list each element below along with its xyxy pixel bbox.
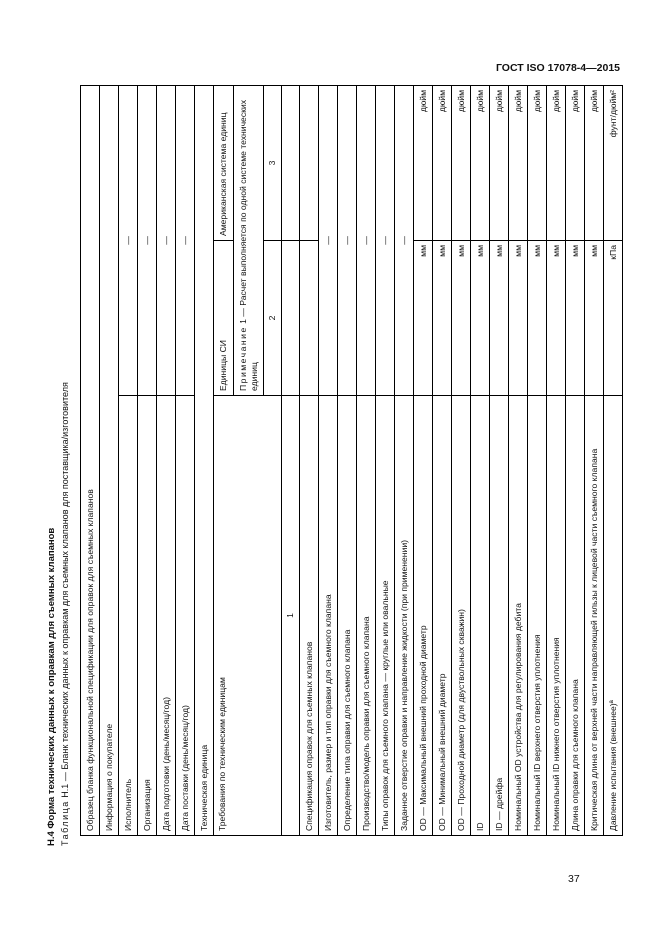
spec-row-label: Изготовитель, размер и тип оправки для съемного клапана — [319, 396, 338, 836]
spec-row-label: OD — Минимальный внешний диаметр — [433, 396, 452, 836]
customer-row-label: Исполнитель — [119, 396, 138, 836]
table-row — [395, 85, 414, 835]
note-cell — [234, 85, 264, 395]
note-label: Примечание — [237, 326, 248, 391]
spec-row-value: — — [338, 85, 357, 395]
spec-section-cell: Спецификация оправок для съемных клапанов — [300, 396, 319, 836]
spec-row-label: Номинальный OD устройства для регулирования дебита — [509, 396, 528, 836]
spec-row-us-unit: дюйм — [490, 85, 509, 240]
customer-row-label: Дата подготовки (день/месяц/год) — [157, 396, 176, 836]
table-caption-label: Таблица — [60, 800, 70, 846]
spec-row-us-unit: дюйм — [547, 85, 566, 240]
spec-row-us-unit: дюйм — [566, 85, 585, 240]
spec-row-label: Определение типа оправки для съемного клапана — [338, 396, 357, 836]
table-row — [376, 85, 395, 835]
customer-row-label: Организация — [138, 396, 157, 836]
spec-row-us-unit: дюйм — [528, 85, 547, 240]
page-number: 37 — [568, 873, 580, 885]
spec-row-label: OD — Максимальный внешний проходной диаметр — [414, 396, 433, 836]
spec-row-label: ID — [471, 396, 490, 836]
blank-cell — [282, 241, 300, 396]
spec-row-si-unit: кПа — [604, 241, 623, 396]
form-title-cell: Образец бланка функциональной спецификации для оправок для съемных клапанов — [81, 85, 100, 835]
spec-row-si-unit: мм — [509, 241, 528, 396]
spec-row-us-unit: фунт/дюйм² — [604, 85, 623, 240]
spec-row-us-unit: дюйм — [585, 85, 604, 240]
table-row — [566, 85, 585, 835]
col-number-1-row — [282, 85, 300, 835]
spec-row-us-unit: дюйм — [509, 85, 528, 240]
customer-row-value: — — [157, 85, 176, 395]
document-id: ГОСТ ISO 17078-4—2015 — [495, 62, 620, 74]
spec-row-label: OD — Проходной диаметр (для двуствольных скважин) — [452, 396, 471, 836]
spec-table-frame — [80, 86, 618, 836]
spec-row-si-unit: мм — [528, 241, 547, 396]
spec-row-si-unit: мм — [433, 241, 452, 396]
spec-row-si-unit: мм — [471, 241, 490, 396]
spec-row-label: Номинальный ID верхнего отверстия уплотнения — [528, 396, 547, 836]
spec-table — [80, 85, 623, 836]
table-row — [604, 85, 623, 835]
table-row — [338, 85, 357, 835]
table-row — [452, 85, 471, 835]
si-units-header: Единицы СИ — [214, 241, 234, 396]
spec-row-label: Номинальный ID нижнего отверстия уплотнения — [547, 396, 566, 836]
spec-row-value: — — [357, 85, 376, 395]
table-caption-number: Н.1 — [60, 783, 70, 798]
customer-row-value: — — [138, 85, 157, 395]
units-requirements-cell: Требования по техническим единицам — [214, 396, 282, 836]
unit-section-cell: Техническая единица — [195, 85, 214, 835]
spec-row-si-unit: мм — [547, 241, 566, 396]
spec-row-us-unit: дюйм — [433, 85, 452, 240]
spec-row-us-unit: дюйм — [452, 85, 471, 240]
table-row — [471, 85, 490, 835]
spec-row-si-unit: мм — [566, 241, 585, 396]
table-row — [138, 85, 157, 835]
table-row — [433, 85, 452, 835]
table-row — [490, 85, 509, 835]
spec-row-label: Критическая длина от верхней части направляющей гильзы к лицевой части съемного клапана — [585, 396, 604, 836]
units-header-row — [214, 85, 234, 835]
spec-row-value: — — [376, 85, 395, 395]
spec-row-value: — — [319, 85, 338, 395]
spec-row-si-unit: мм — [585, 241, 604, 396]
col-number-1: 1 — [282, 396, 300, 836]
table-row — [157, 85, 176, 835]
customer-section-cell: Информация о покупателе — [100, 85, 119, 835]
table-caption — [60, 382, 70, 846]
table-row — [547, 85, 566, 835]
spec-row-us-unit: дюйм — [414, 85, 433, 240]
spec-row-label: Длина оправки для съемного клапана — [566, 396, 585, 836]
customer-row-value: — — [176, 85, 195, 395]
customer-row-value: — — [119, 85, 138, 395]
spec-row-label: ID — дрейфа — [490, 396, 509, 836]
note-text: 1 — Расчет выполняется по одной системе технических единиц — [237, 100, 259, 391]
table-row — [509, 85, 528, 835]
table-row — [176, 85, 195, 835]
section-title: Н.4 Форма технических данных к оправкам для съемных клапанов — [46, 527, 57, 846]
table-row — [119, 85, 138, 835]
spec-row-si-unit: мм — [414, 241, 433, 396]
spec-row-si-unit: мм — [452, 241, 471, 396]
spec-row-label: Типы оправок для съемного клапана — круглые или овальные — [376, 396, 395, 836]
spec-row-us-unit: дюйм — [471, 85, 490, 240]
table-row — [528, 85, 547, 835]
col-number-3: 3 — [264, 85, 282, 240]
table-caption-text: — Бланк технических данных к оправкам для съемных клапанов для поставщика/изготовителя — [60, 382, 70, 782]
blank-cell — [300, 241, 319, 396]
col-number-2: 2 — [264, 241, 282, 396]
spec-row-label: Заданное отверстие оправки и направление жидкости (при применении) — [395, 396, 414, 836]
spec-row-value: — — [395, 85, 414, 395]
table-row — [357, 85, 376, 835]
customer-row-label: Дата поставки (день/месяц/год) — [176, 396, 195, 836]
table-row — [585, 85, 604, 835]
table-row — [319, 85, 338, 835]
blank-cell — [282, 85, 300, 240]
rotated-table-page — [45, 86, 618, 846]
us-units-header: Американская система единиц — [214, 85, 234, 240]
table-row — [414, 85, 433, 835]
spec-row-label: Производство/модель оправки для съемного клапана — [357, 396, 376, 836]
spec-row-si-unit: мм — [490, 241, 509, 396]
blank-cell — [300, 85, 319, 240]
spec-row-label: Давление испытания (внешнее)ª — [604, 396, 623, 836]
